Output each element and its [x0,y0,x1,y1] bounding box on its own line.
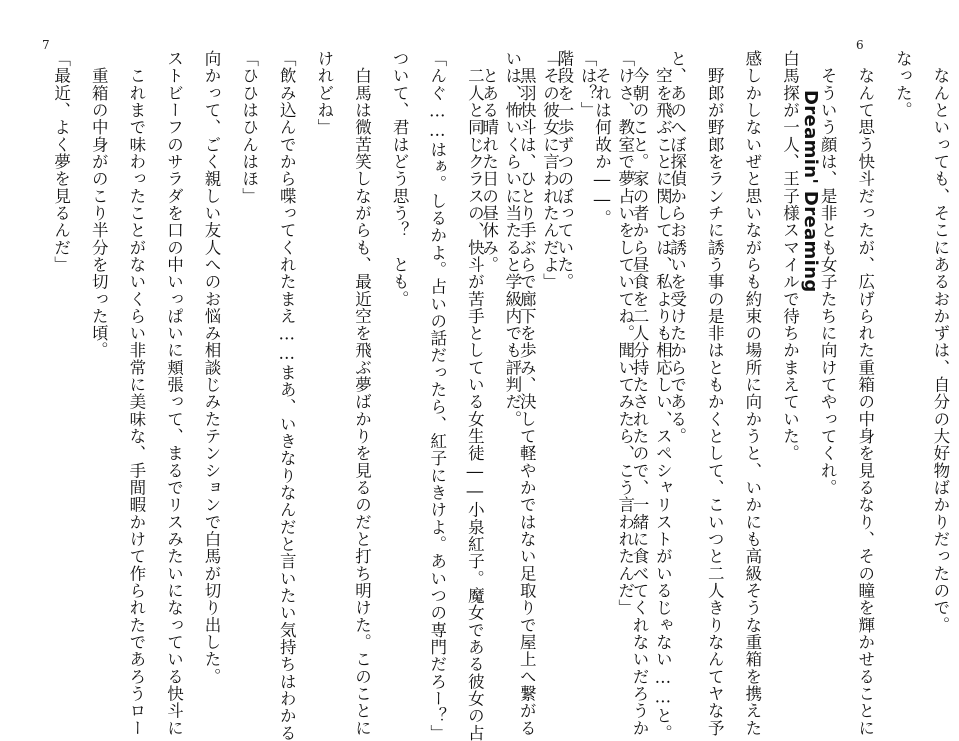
body-line: 向かって、ごく親しい友人へのお悩み相談じみたテンションで白馬が切り出した。 [202,50,222,685]
body-line: 「んぐ……はぁ。しるかよ。占いの話だったら、紅子にきけよ。あいつの専門だろー？」 [427,50,447,741]
body-line: これまで味わったことがないくらい非常に美味な、手間暇かけて作られたであろうロー [126,50,146,737]
body-line: いは、怖いくらいに当たると学級内でも評判だ。 [502,50,522,428]
page-number-right: 6 [856,38,864,52]
right-page [450,0,950,741]
body-line: 空を飛ぶことに関しては、私よりも相応しい、スペシャリストがいるじゃない……と。 [653,50,673,741]
body-line: 階段を一歩ずつのぼっていた。 [554,50,574,291]
body-line: とある晴れた日の昼休み。 [479,50,499,274]
body-line: 黒羽快斗は、ひとり手ぶらで廊下を歩み、決して軽やかではない足取りで屋上へ繋がる [517,50,537,737]
body-line: 「その彼女に言われたんだよ」 [540,50,560,291]
body-line: なんといっても、そこにあるおかずは、自分の大好物ばかりだったので。 [930,50,950,634]
body-line: ついて、君はどう思う？ とも。 [390,50,410,308]
body-line: 「けさ、教室で夢占いをしていてね。聞いてみたら、こう言われたんだ」 [615,50,635,617]
body-line: けれどね」 [314,50,334,136]
body-line: 白馬探が一人、王子様スマイルで待ちかまえていた。 [780,50,800,462]
body-line: 感しかしないぜと思いながらも約束の場所に向かうと、いかにも高級そうな重箱を携えた [742,50,762,737]
body-line: 今朝のこと。家の者から昼食を二人分持たされたので、一緒に食べてくれないだろうか [630,50,650,737]
body-line: 野郎が野郎をランチに誘う事の是非はともかくとして、こいつと二人きりなんてヤな予 [705,50,725,737]
body-line: ストビーフのサラダを口の中いっぱいに頬張って、まるでリスみたいになっている快斗に [164,50,184,737]
body-line: 「ひひはひんはほ」 [239,50,259,205]
body-line: 「は？」 [578,50,598,119]
page-number-left: 7 [42,38,50,52]
body-line: なんて思う快斗だったが、広げられた重箱の中身を見るなり、その瞳を輝かせることに [855,50,875,737]
chapter-title: Dreamin' Dreaming [800,90,821,293]
body-line: 二人と同じクラスの、快斗が苦手としている女生徒――小泉紅子。魔女である彼女の占 [465,50,485,741]
right-page-body [470,50,959,741]
body-line: そういう顔は、是非とも女子たちに向けてやってくれ。 [818,50,838,497]
body-line: 重箱の中身がのこり半分を切った頃。 [89,50,109,359]
body-line: 「飲み込んでから喋ってくれたまえ……まあ、いきなりなんだと言いたい気持ちはわかる [277,50,297,741]
body-line: 白馬は微苦笑しながらも、最近空を飛ぶ夢ばかりを見るのだと打ち明けた。このことに [352,50,372,737]
body-line: なった。 [893,50,913,119]
body-line: と、あのへぼ探偵からお誘いを受けたからである。 [667,50,687,445]
body-line: 「最近、よく夢を見るんだ」 [51,50,71,274]
body-line: それは何故か――。 [592,50,612,227]
